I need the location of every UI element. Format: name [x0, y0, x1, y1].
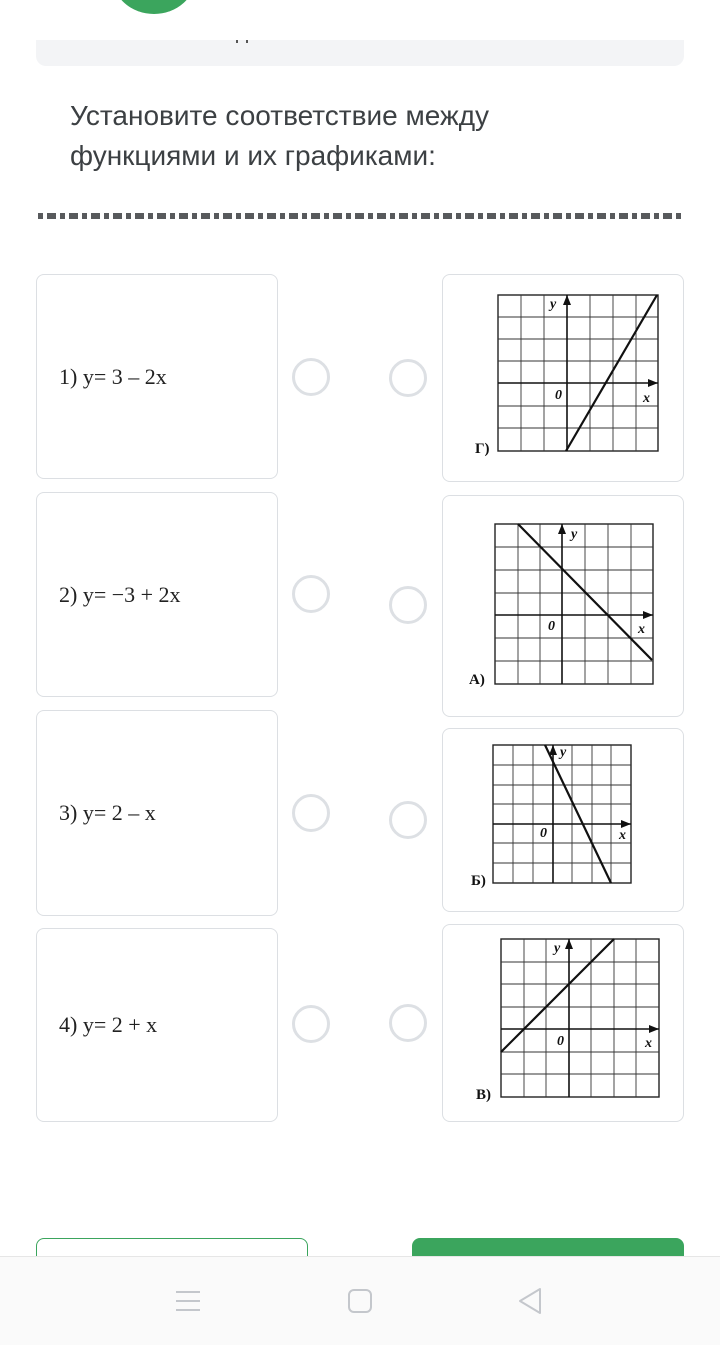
graph-origin-label: 0: [555, 388, 562, 403]
graph-origin-label: 0: [557, 1034, 564, 1049]
graph-card-1[interactable]: [442, 274, 684, 482]
square-icon[interactable]: [344, 1285, 376, 1317]
graph-image: [443, 729, 683, 911]
graph-y-label: y: [560, 745, 567, 760]
function-radio-3[interactable]: [292, 794, 330, 832]
graph-letter: Б): [471, 873, 486, 889]
header-avatar-circle: [112, 0, 196, 14]
function-label: 3) y= 2 – x: [59, 800, 156, 825]
header-strip: [36, 40, 684, 66]
graph-origin-label: 0: [548, 619, 555, 634]
graph-letter: А): [469, 672, 485, 688]
function-label: 4) y= 2 + x: [59, 1012, 158, 1037]
function-radio-1[interactable]: [292, 358, 330, 396]
graph-radio-3[interactable]: [389, 801, 427, 839]
graph-image: [443, 925, 683, 1121]
graph-y-label: y: [550, 297, 557, 312]
function-card-3[interactable]: [36, 710, 278, 916]
graph-radio-1[interactable]: [389, 359, 427, 397]
question-line-2: функциями и их графиками:: [70, 140, 436, 171]
graph-origin-label: 0: [540, 826, 547, 841]
graph-card-3[interactable]: [442, 728, 684, 912]
section-divider: [38, 213, 682, 219]
graph-image: [443, 275, 683, 481]
graph-radio-2[interactable]: [389, 586, 427, 624]
graph-x-label: x: [645, 1036, 652, 1051]
graph-letter: Г): [475, 441, 490, 457]
graph-radio-4[interactable]: [389, 1004, 427, 1042]
function-card-4[interactable]: [36, 928, 278, 1122]
graph-image: [443, 496, 683, 716]
question-line-1: Установите соответствие между: [70, 100, 490, 131]
graph-letter: В): [476, 1087, 491, 1103]
graph-card-4[interactable]: [442, 924, 684, 1122]
function-radio-4[interactable]: [292, 1005, 330, 1043]
header-mark: [236, 40, 248, 43]
function-card-1[interactable]: [36, 274, 278, 479]
graph-y-label: y: [554, 941, 561, 956]
function-card-2[interactable]: [36, 492, 278, 697]
graph-card-2[interactable]: [442, 495, 684, 717]
graph-x-label: x: [643, 391, 650, 406]
function-label: 1) y= 3 – 2x: [59, 363, 167, 389]
graph-y-label: y: [571, 527, 578, 542]
question-text: [70, 96, 630, 176]
graph-x-label: x: [638, 622, 645, 637]
graph-x-label: x: [619, 828, 626, 843]
function-radio-2[interactable]: [292, 575, 330, 613]
back-triangle-icon[interactable]: [514, 1285, 546, 1317]
menu-icon[interactable]: [172, 1285, 204, 1317]
function-label: 2) y= −3 + 2x: [59, 581, 181, 607]
system-nav-bar: [0, 1256, 720, 1345]
